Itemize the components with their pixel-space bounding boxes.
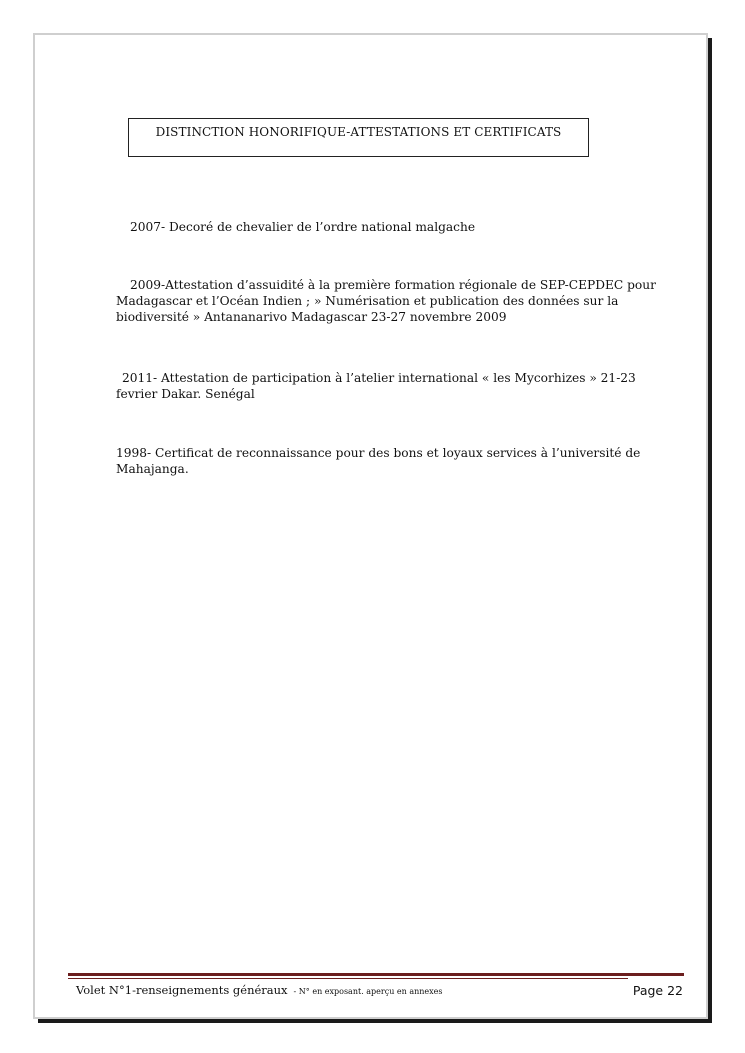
footer-left xyxy=(76,983,443,997)
footer-note: - N° en exposant. aperçu en annexes xyxy=(293,987,443,996)
page-shadow-right xyxy=(708,38,712,1022)
entry-1998: 1998- Certificat de reconnaissance pour des bons et loyaux services à l’université de Mahajanga. xyxy=(116,446,641,476)
page-number: Page 22 xyxy=(632,983,683,998)
entry-2007: 2007- Decoré de chevalier de l’ordre national malgache xyxy=(130,220,476,234)
footer-rule-thin xyxy=(68,978,628,979)
section-heading: DISTINCTION HONORIFIQUE-ATTESTATIONS ET CERTIFICATS xyxy=(128,118,589,157)
footer-title: Volet N°1-renseignements généraux xyxy=(76,983,288,997)
entry-2011: 2011- Attestation de participation à l’atelier international « les Mycorhizes » 21-23 fevrier Dakar. Senégal xyxy=(116,371,636,401)
footer-rule xyxy=(68,973,684,976)
page-frame xyxy=(33,33,708,1019)
entry-2009: 2009-Attestation d’assuidité à la première formation régionale de SEP-CEPDEC pour Madagascar et l’Océan Indien ; » Numérisation et publication des données sur la biodiversité » Antananarivo Madagascar 23-27 novembre 2009 xyxy=(116,278,656,324)
page-shadow-bottom xyxy=(38,1019,712,1023)
